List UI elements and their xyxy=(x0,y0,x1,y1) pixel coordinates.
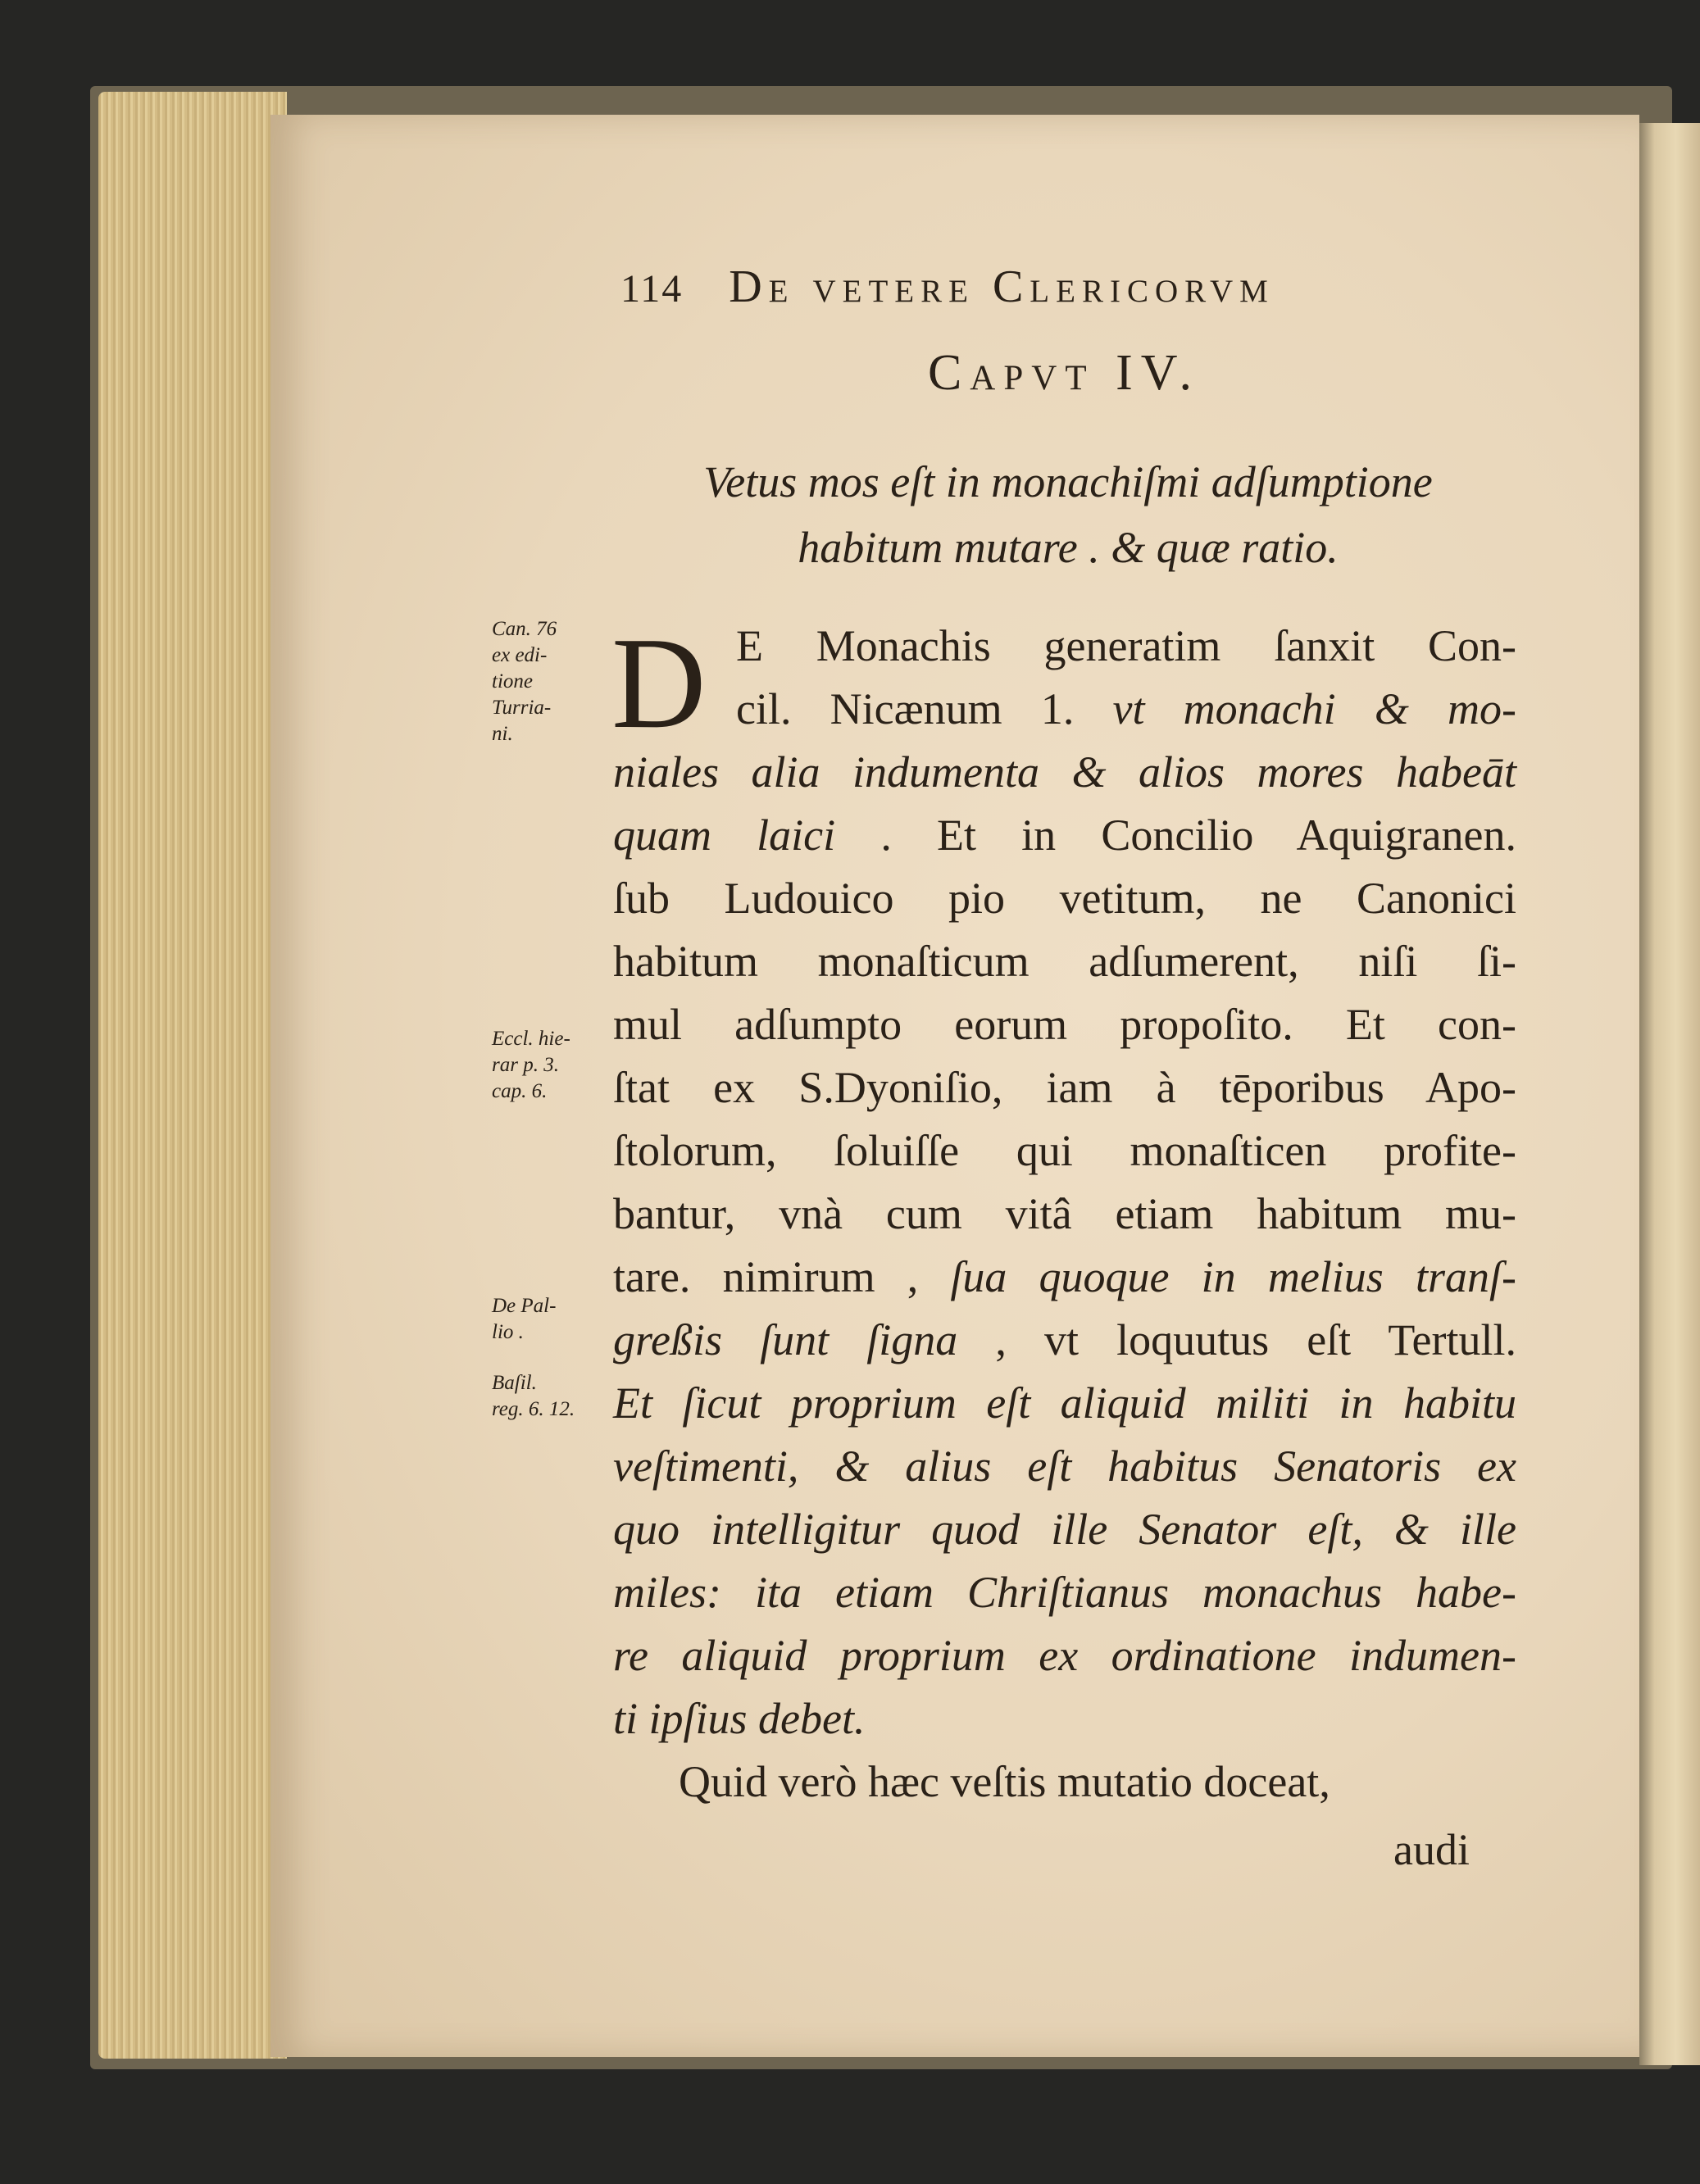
roman-text: habitum monaſticum adſumerent, niſi ſi- xyxy=(613,937,1516,986)
text-line xyxy=(613,678,1516,741)
italic-text: vt monachi & mo- xyxy=(1112,684,1517,733)
text-line xyxy=(613,804,1516,867)
roman-text: bantur, vnà cum vitâ etiam habitum mu- xyxy=(613,1189,1516,1238)
margin-note: Can. 76 ex edi- tione Turria- ni. xyxy=(492,618,557,745)
text-line xyxy=(613,1750,1516,1814)
italic-text: ti ipſius debet. xyxy=(613,1694,866,1743)
running-title: De vetere Clericorvm xyxy=(729,261,1275,312)
italic-text: miles: ita etiam Chriſtianus monachus habe- xyxy=(613,1568,1516,1617)
page-edges xyxy=(98,92,287,2059)
page-number: 114 xyxy=(620,267,684,311)
roman-text: E Monachis generatim ſanxit Con- xyxy=(736,621,1516,670)
text-line xyxy=(613,1056,1516,1119)
roman-text: cil. Nicænum 1. xyxy=(736,684,1113,733)
facing-page-edge xyxy=(1639,123,1700,2065)
italic-text: quam laici xyxy=(613,810,836,860)
text-line xyxy=(613,1624,1516,1687)
italic-text: re aliquid proprium ex ordinatione indumen- xyxy=(613,1631,1516,1680)
text-line xyxy=(613,1309,1516,1372)
summary-line: habitum mutare . & quæ ratio. xyxy=(798,523,1339,572)
roman-text: , vt loquutus eſt Tertull. xyxy=(957,1315,1516,1364)
italic-text: veſtimenti, & alius eſt habitus Senatoris ex xyxy=(613,1442,1516,1491)
text-line xyxy=(613,1687,1516,1750)
text-line xyxy=(613,1119,1516,1183)
roman-text: . Et in Concilio Aquigranen. xyxy=(835,810,1516,860)
roman-text: mul adſumpto eorum propoſito. Et con- xyxy=(613,1000,1516,1049)
margin-note: Baſil. reg. 6. 12. xyxy=(492,1372,575,1420)
roman-text: ſub Ludouico pio vetitum, ne Canonici xyxy=(613,874,1516,923)
text-line xyxy=(613,930,1516,993)
italic-text: niales alia indumenta & alios mores habeāt xyxy=(613,747,1516,797)
text-line xyxy=(613,1246,1516,1309)
text-line xyxy=(613,741,1516,804)
drop-cap: D xyxy=(611,610,707,756)
roman-text: ſtolorum, ſoluiſſe qui monaſticen profite- xyxy=(613,1126,1516,1175)
italic-text: Et ſicut proprium eſt aliquid militi in habitu xyxy=(613,1378,1516,1428)
text-line xyxy=(613,1498,1516,1561)
text-line xyxy=(613,1372,1516,1435)
italic-text: greßis ſunt ſigna xyxy=(613,1315,958,1364)
margin-note: Eccl. hie- rar p. 3. cap. 6. xyxy=(492,1028,570,1102)
text-line xyxy=(613,1183,1516,1246)
text-line xyxy=(613,1435,1516,1498)
margin-note: De Pal- lio . xyxy=(492,1295,557,1343)
text-line xyxy=(613,615,1516,678)
chapter-summary xyxy=(613,449,1523,580)
text-line xyxy=(613,867,1516,930)
roman-text: tare. nimirum , xyxy=(613,1252,951,1301)
catchword: audi xyxy=(1393,1825,1470,1874)
text-line xyxy=(613,993,1516,1056)
italic-text: quo intelligitur quod ille Senator eſt, & ille xyxy=(613,1505,1516,1554)
italic-text: ſua quoque in melius tranſ- xyxy=(950,1252,1516,1301)
roman-text: ſtat ex S.Dyoniſio, iam à tēporibus Apo- xyxy=(613,1063,1516,1112)
summary-line: Vetus mos eſt in monachiſmi adſumptione xyxy=(703,457,1433,506)
roman-text: Quid verò hæc veſtis mutatio doceat, xyxy=(679,1757,1330,1806)
chapter-title: Capvt IV. xyxy=(927,345,1201,401)
text-line xyxy=(613,1561,1516,1624)
body-text xyxy=(611,610,1517,1814)
running-header xyxy=(620,261,1440,313)
